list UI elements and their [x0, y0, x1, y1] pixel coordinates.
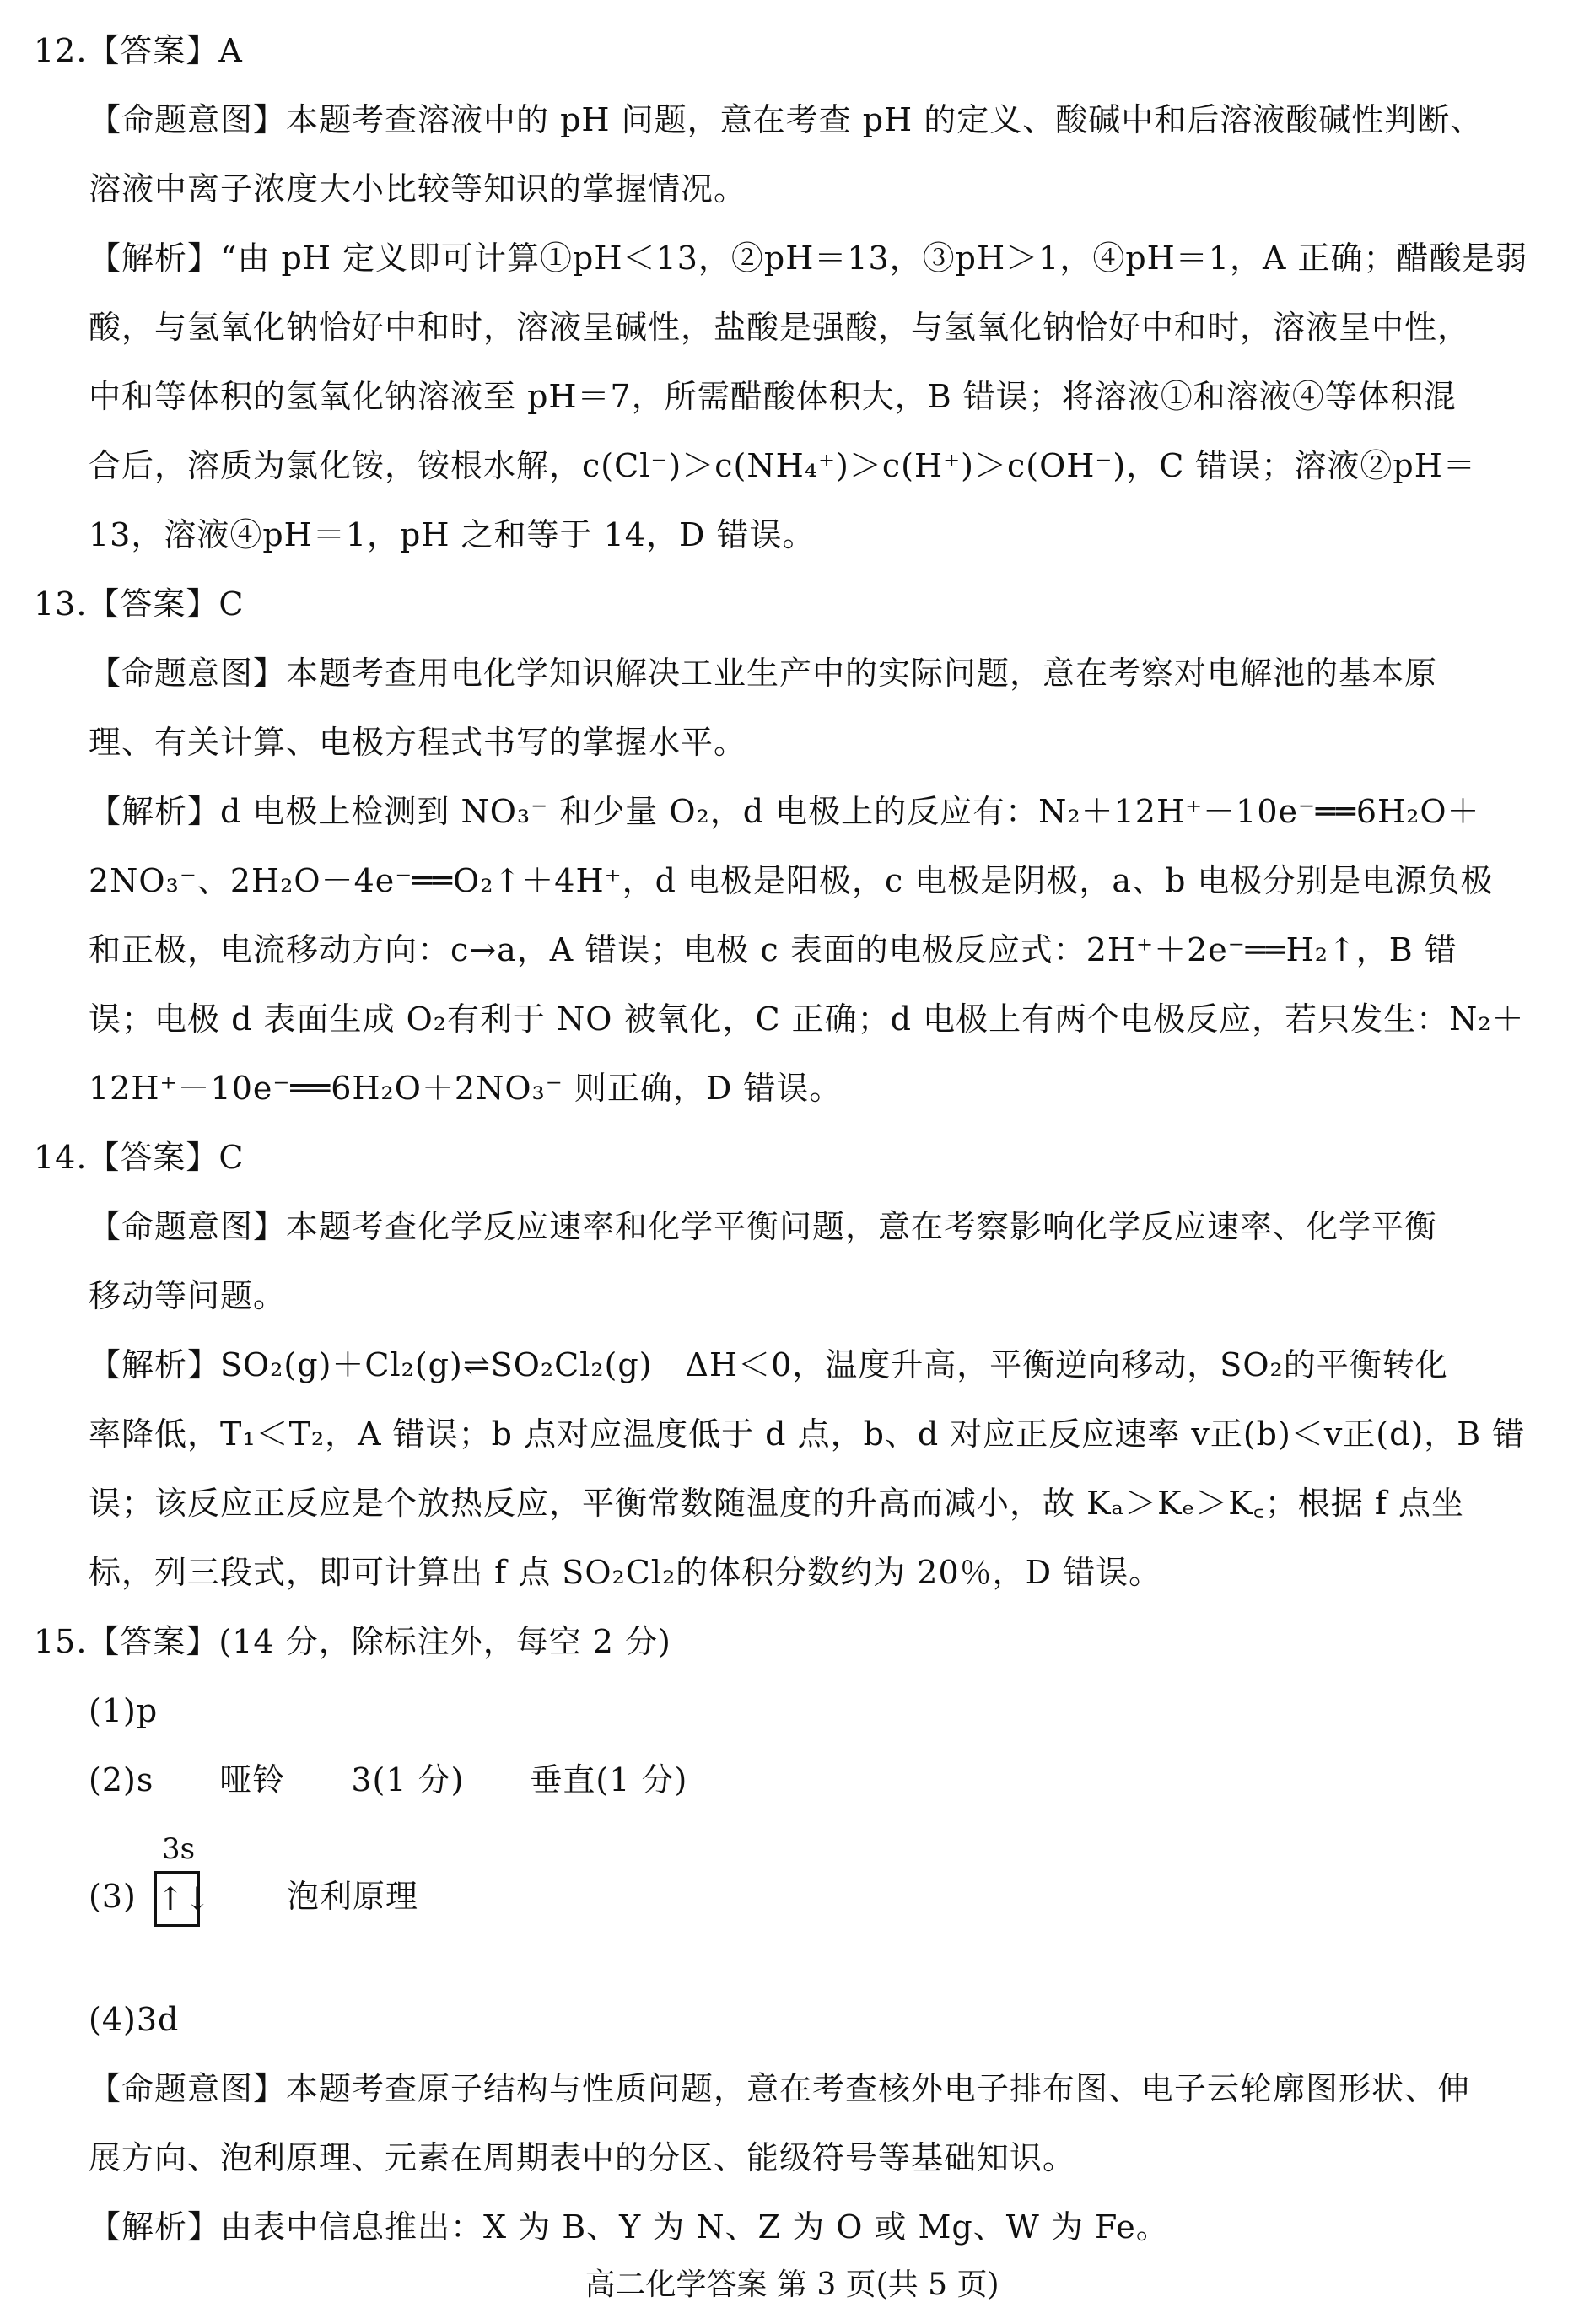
q12-intent-line-2: 溶液中离子浓度大小比较等知识的掌握情况。: [89, 170, 747, 208]
q14-analysis-line-2: 率降低，T₁＜T₂，A 错误；b 点对应温度低于 d 点，b、d 对应正反应速率 v正(b)＜v正(d)，B 错: [89, 1415, 1526, 1453]
q12-analysis-line-1: 【解析】“由 pH 定义即可计算①pH＜13，②pH＝13，③pH＞1，④pH＝1，A 正确；醋酸是弱: [89, 240, 1528, 277]
q13-analysis-line-2: 2NO₃⁻、2H₂O－4e⁻══O₂↑＋4H⁺，d 电极是阳极，c 电极是阴极，a、b 电极分别是电源负极: [89, 862, 1494, 899]
q15-answer-3-label: (3): [89, 1878, 137, 1915]
q12-analysis-line-2: 酸，与氢氧化钠恰好中和时，溶液呈碱性，盐酸是强酸，与氢氧化钠恰好中和时，溶液呈中性，: [89, 309, 1471, 346]
q13-analysis-line-4: 误；电极 d 表面生成 O₂有利于 NO 被氧化，C 正确；d 电极上有两个电极反应，若只发生：N₂＋: [89, 1000, 1525, 1038]
q14-analysis-line-1: 【解析】SO₂(g)＋Cl₂(g)⇌SO₂Cl₂(g) ΔH＜0，温度升高，平衡逆向移动，SO₂的平衡转化: [89, 1346, 1448, 1383]
q15-answer-3-text: 泡利原理: [287, 1878, 419, 1915]
page-footer: 高二化学答案 第 3 页(共 5 页): [585, 2267, 999, 2302]
q14-intent-line-1: 【命题意图】本题考查化学反应速率和化学平衡问题，意在考察影响化学反应速率、化学平衡: [89, 1208, 1438, 1245]
orbital-box-icon: ↑↓: [154, 1871, 200, 1927]
q15-answer-head: 15.【答案】(14 分，除标注外，每空 2 分): [34, 1623, 671, 1660]
q14-intent-line-2: 移动等问题。: [89, 1277, 287, 1314]
q13-analysis-line-5: 12H⁺－10e⁻══6H₂O＋2NO₃⁻ 则正确，D 错误。: [89, 1070, 843, 1107]
q14-analysis-line-3: 误；该反应正反应是个放热反应，平衡常数随温度的升高而减小，故 Kₐ＞Kₑ＞K꜀；根据 f 点坐: [89, 1485, 1464, 1522]
q14-answer-head: 14.【答案】C: [34, 1139, 245, 1176]
q14-analysis-line-4: 标，列三段式，即可计算出 f 点 SO₂Cl₂的体积分数约为 20％，D 错误。: [89, 1554, 1162, 1591]
q13-analysis-line-1: 【解析】d 电极上检测到 NO₃⁻ 和少量 O₂，d 电极上的反应有：N₂＋12H⁺－10e⁻══6H₂O＋: [89, 793, 1480, 830]
q15-analysis-line-1: 【解析】由表中信息推出：X 为 B、Y 为 N、Z 为 O 或 Mg、W 为 Fe。: [89, 2208, 1169, 2246]
orbital-3s-label: 3s: [162, 1832, 196, 1866]
q15-answer-4: (4)3d: [89, 2001, 180, 2038]
q15-intent-line-1: 【命题意图】本题考查原子结构与性质问题，意在考查核外电子排布图、电子云轮廓图形状、伸: [89, 2070, 1471, 2107]
q13-intent-line-2: 理、有关计算、电极方程式书写的掌握水平。: [89, 724, 747, 761]
q15-answer-2: (2)s 哑铃 3(1 分) 垂直(1 分): [89, 1761, 688, 1798]
q13-analysis-line-3: 和正极，电流移动方向：c→a，A 错误；电极 c 表面的电极反应式：2H⁺＋2e⁻══H₂↑，B 错: [89, 931, 1457, 968]
q15-intent-line-2: 展方向、泡利原理、元素在周期表中的分区、能级符号等基础知识。: [89, 2139, 1076, 2176]
q12-analysis-line-4: 合后，溶质为氯化铵，铵根水解，c(Cl⁻)＞c(NH₄⁺)＞c(H⁺)＞c(OH⁻)，C 错误；溶液②pH＝: [89, 447, 1476, 484]
q12-analysis-line-5: 13，溶液④pH＝1，pH 之和等于 14，D 错误。: [89, 516, 816, 553]
q15-answer-1: (1)p: [89, 1692, 159, 1729]
q12-intent-line-1: 【命题意图】本题考查溶液中的 pH 问题，意在考查 pH 的定义、酸碱中和后溶液酸碱性判断、: [89, 101, 1484, 138]
q12-answer-head: 12.【答案】A: [34, 32, 243, 69]
q12-analysis-line-3: 中和等体积的氢氧化钠溶液至 pH＝7，所需醋酸体积大，B 错误；将溶液①和溶液④等体积混: [89, 378, 1457, 415]
q13-intent-line-1: 【命题意图】本题考查用电化学知识解决工业生产中的实际问题，意在考察对电解池的基本原: [89, 655, 1438, 692]
q13-answer-head: 13.【答案】C: [34, 585, 245, 623]
